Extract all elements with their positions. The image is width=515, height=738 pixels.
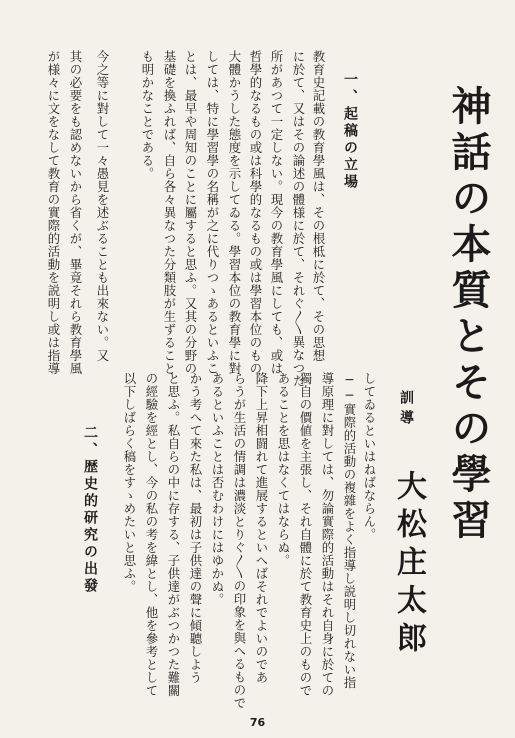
author-name: 大松庄太郎 xyxy=(391,470,426,660)
body-line: あるといふことは否むわけにはゆかぬ。 xyxy=(210,372,225,606)
body-line: かう考へて來た私は、最初は子供達の聲に傾聽しよう xyxy=(188,372,203,684)
body-line: と思ふ。私自らの中に存する、子供達がぶつかつた難關 xyxy=(166,372,181,697)
body-line: の經驗を經とし、今の私の考を緯とし、他を參考として xyxy=(144,372,159,697)
section-heading-2: 二、歴史的研究の出發 xyxy=(82,425,98,595)
body-line: 大體かうした態度を示してゐる。學習本位の教育學に對 xyxy=(227,50,242,375)
body-line: 降下上昇相闘れて進展するといへばそれでよいのであ xyxy=(254,372,269,684)
body-line: あることを思はなくてはならぬ。 xyxy=(276,372,291,567)
body-line: が様々に文をなして教育の實際的活動を説明し或は指導 xyxy=(46,50,61,375)
body-line: 導原理に對しては、勿論實際的活動はそれ自身に於ての xyxy=(320,372,335,697)
body-line: 以下しばらく稿をすゝめたいと思ふ。 xyxy=(122,372,137,593)
body-line: も明かなことである。 xyxy=(140,50,155,180)
body-line: 所があつて一定しない。現今の教育學風にしても、或は xyxy=(269,50,284,375)
body-line: ──實際的活動の複雜をよく指導し説明し切れない指 xyxy=(342,372,357,690)
body-line: らうが生活の情調は濃淡とりぐ〳〵の印象を與へるもので xyxy=(232,372,247,710)
body-line: してゐるといはねばならん。 xyxy=(362,372,377,541)
page-number: 76 xyxy=(249,716,266,729)
section-heading-1: 一、起稿の立場 xyxy=(342,72,358,191)
body-line: とは、最早や周知のことに屬すると思ふ。又其の分野の xyxy=(183,50,198,375)
body-line: 獨自の價値を主張し、それ自體に於て教育史上のもので xyxy=(298,372,313,697)
body-line: 教育史記載の教育學風は、その根柢に於て、その思想 xyxy=(311,50,326,362)
body-line: 哲學的なるもの或は科學的なるもの或は學習本位のもの xyxy=(248,50,263,375)
body-line: 基礎を換ふれば、自ら各々異なつた分類肢が生ずること xyxy=(162,50,177,375)
author-role: 訓導 xyxy=(398,390,414,430)
body-line: に於て、又はその論述の體様に於て、それぐ〳〵異なつた xyxy=(291,50,306,388)
article-title: 神話の本質とその學習 xyxy=(445,85,492,545)
body-line: 今之等に對して一々愚見を述ぶることも出來ない。又 xyxy=(95,50,110,362)
body-line: 其の必要をも認めないから省くが、畢竟それら教育學風 xyxy=(68,50,83,375)
body-line: しては、特に學習學の名稱が之に代りつゝあるといふこ xyxy=(205,50,220,375)
